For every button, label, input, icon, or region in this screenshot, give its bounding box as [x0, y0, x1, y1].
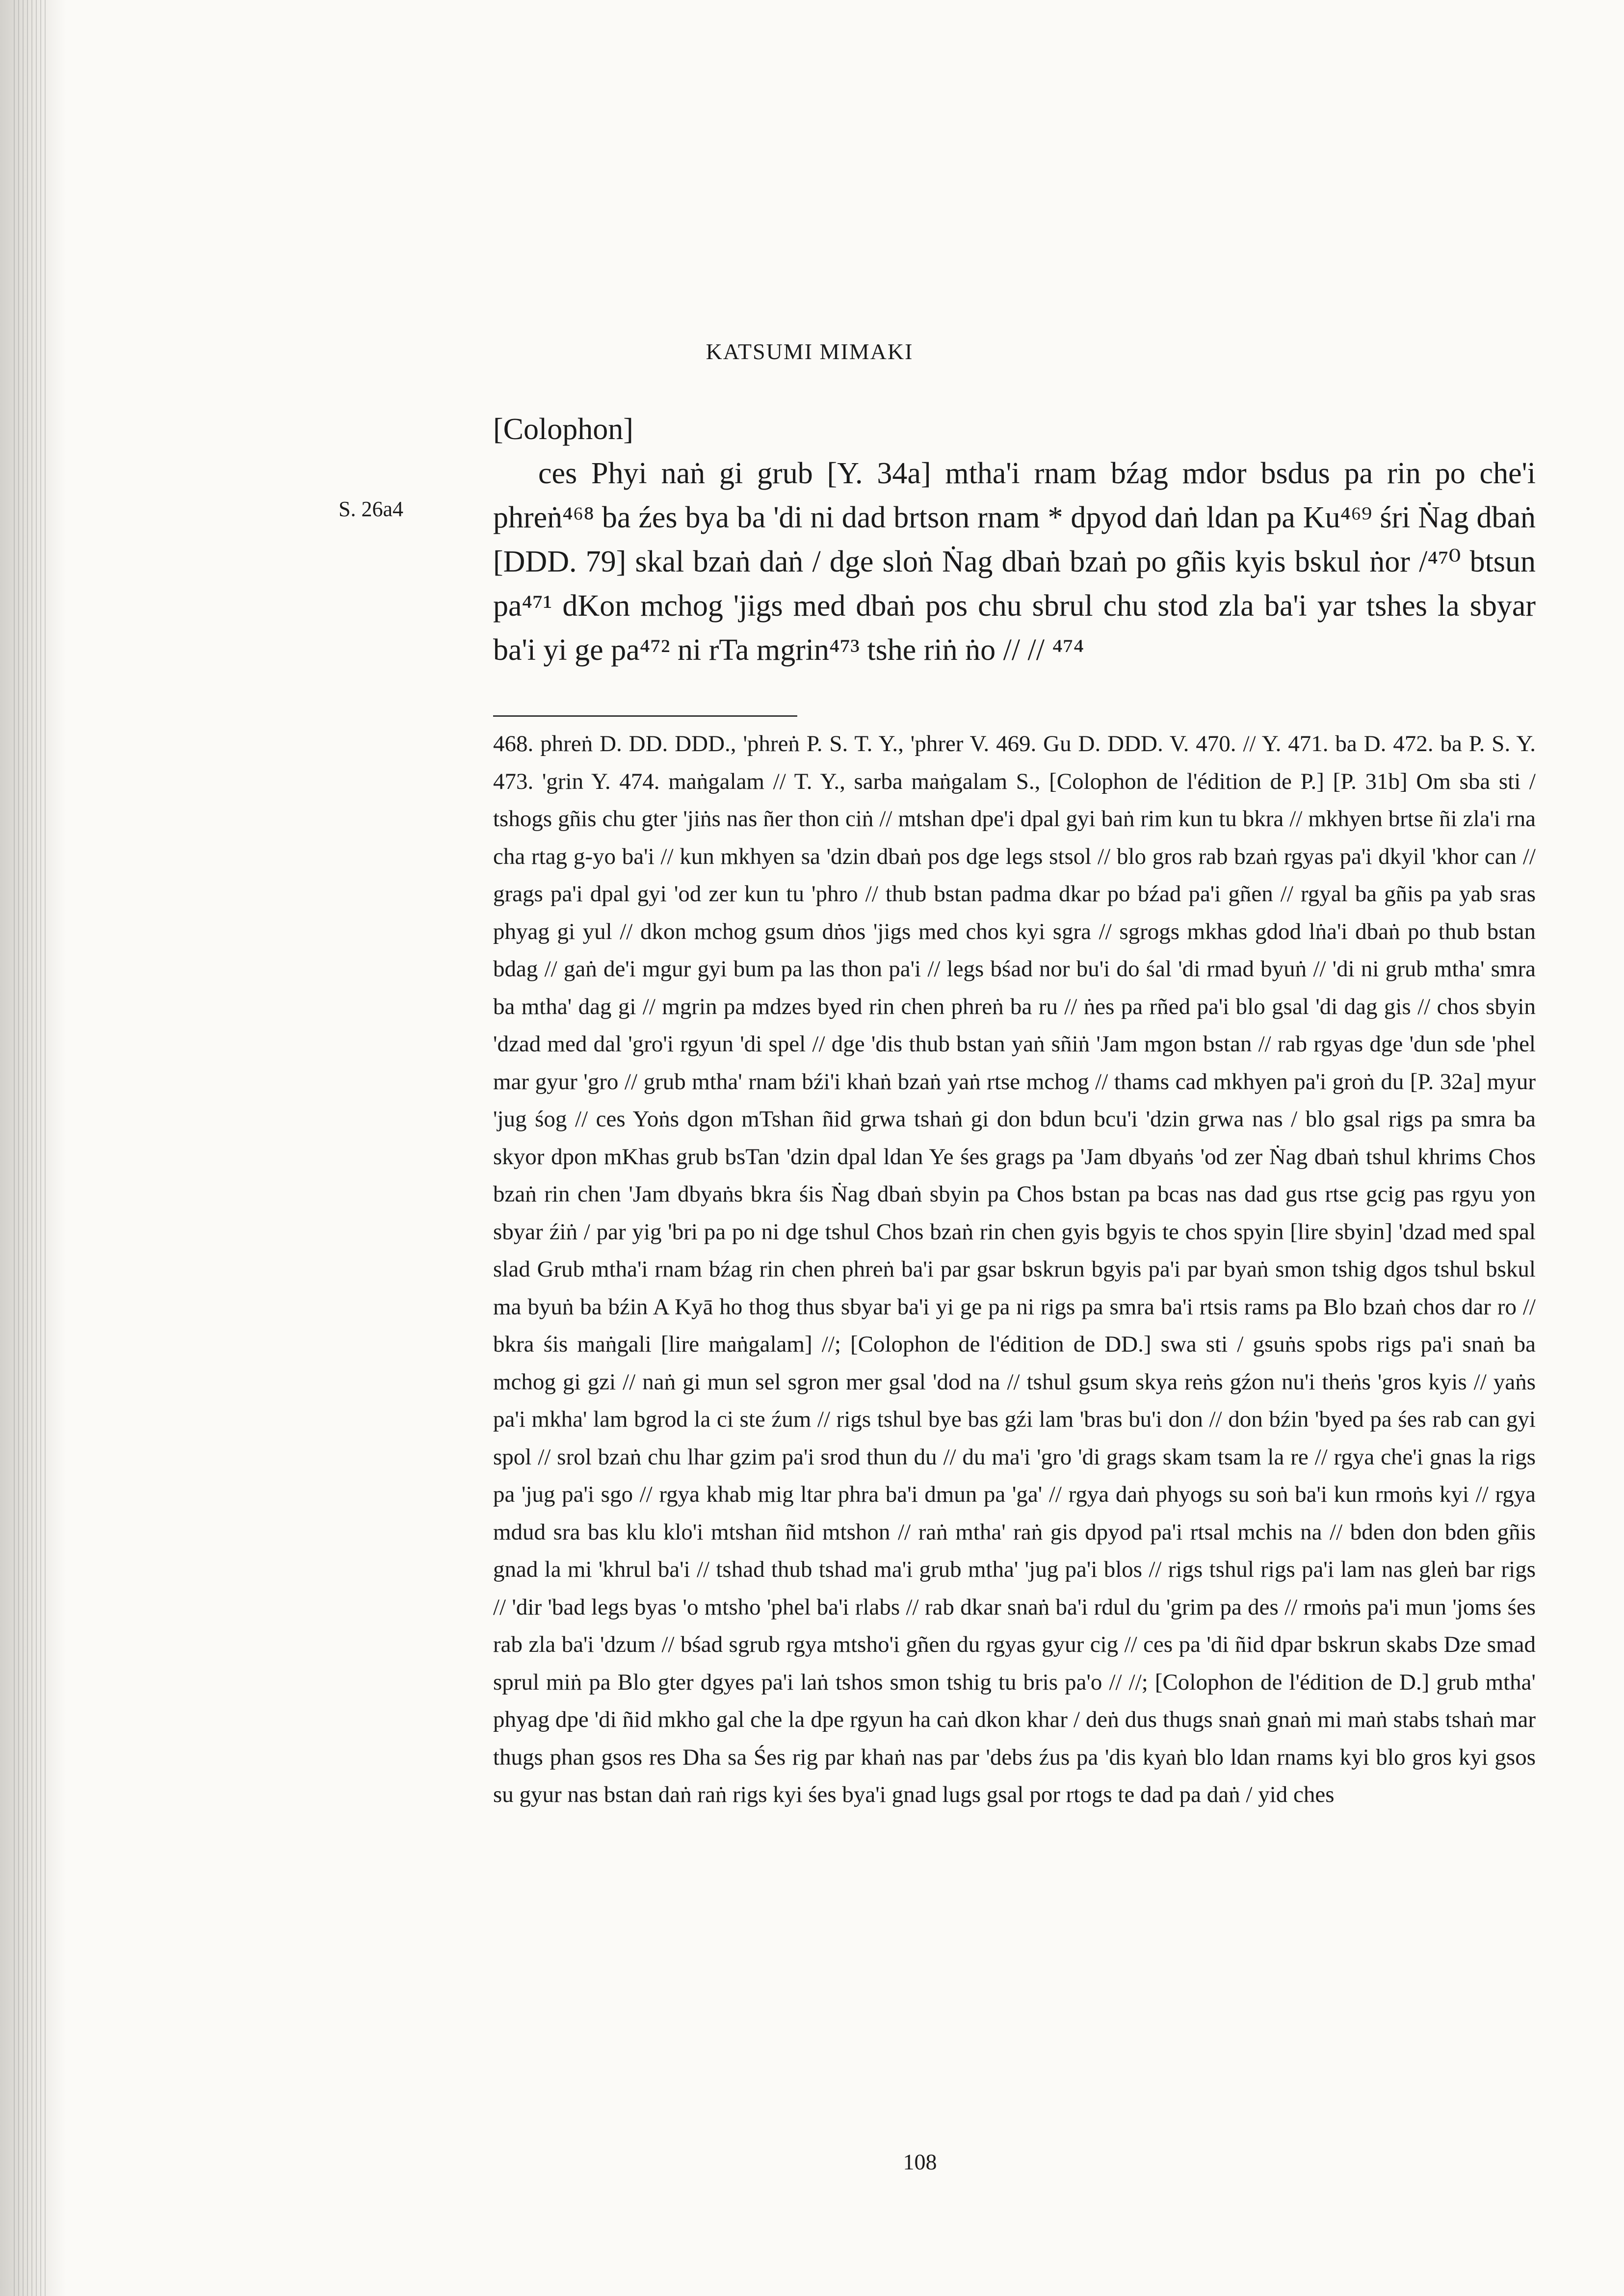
footnotes [493, 725, 1536, 1814]
margin-reference: S. 26a4 [339, 497, 403, 521]
footnote-rule [493, 715, 797, 717]
section-title: [Colophon] [493, 413, 633, 446]
colophon-text: ces Phyi naṅ gi grub [Y. 34a] mtha'i rnam bźag mdor bsdus pa rin po che'i phreṅ⁴⁶⁸ ba źes bya ba 'di ni dad brtson rnam * dpyod daṅ ldan pa Ku⁴⁶⁹ śri Ṅag dbaṅ [DDD. 79] skal bzaṅ daṅ / dge sloṅ Ṅag dbaṅ bzaṅ po gñis kyis bskul ṅor /⁴⁷⁰ btsun pa⁴⁷¹ dKon mchog 'jigs med dbaṅ pos chu sbrul chu stod zla ba'i yar tshes la sbyar ba'i yi ge pa⁴⁷² ni rTa mgrin⁴⁷³ tshe riṅ ṅo // // ⁴⁷⁴ [493, 457, 1536, 667]
colophon-section [493, 407, 1536, 672]
page-number: 108 [903, 2149, 937, 2174]
binding-texture [14, 0, 48, 2296]
running-title: KATSUMI MIMAKI [706, 339, 914, 364]
footnote-text: 468. phreṅ D. DD. DDD., 'phreṅ P. S. T. Y., 'phrer V. 469. Gu D. DDD. V. 470. // Y. 471. ba D. 472. ba P. S. Y. 473. 'grin Y. 474. maṅgalam // T. Y., sarba maṅgalam S., [Colophon de l'édition de P.] [P. 31b] Om sba sti / tshogs gñis chu gter 'jiṅs nas ñer thon ciṅ // mtshan dpe'i dpal gyi baṅ rim kun tu bkra // mkhyen brtse ñi zla'i rna cha rtag g-yo ba'i // kun mkhyen sa 'dzin dbaṅ pos dge legs stsol // blo gros rab bzaṅ rgyas pa'i dkyil 'khor can // grags pa'i dpal gyi 'od zer kun tu 'phro // thub bstan padma dkar po bźad pa'i gñen // rgyal ba gñis pa yab sras phyag gi yul // dkon mchog gsum dṅos 'jigs med chos kyi sgra // sgrogs mkhas gdod lṅa'i dbaṅ po thub bstan bdag // gaṅ de'i mgur gyi bum pa las thon pa'i // legs bśad nor bu'i do śal 'di rmad byuṅ // 'di ni grub mtha' smra ba mtha' dag gi // mgrin pa mdzes byed rin chen phreṅ ba ru // ṅes pa rñed pa'i blo gsal 'di dag gis // chos sbyin 'dzad med dal 'gro'i rgyun 'di spel // dge 'dis thub bstan yaṅ sñiṅ 'Jam mgon bstan // rab rgyas dge 'dun sde 'phel mar gyur 'gro // grub mtha' rnam bźi'i khaṅ bzaṅ yaṅ rtse mchog // thams cad mkhyen pa'i groṅ du [P. 32a] myur 'jug śog // ces Yoṅs dgon mTshan ñid grwa tshaṅ gi don bdun bcu'i 'dzin grwa nas / blo gsal rigs pa smra ba skyor dpon mKhas grub bsTan 'dzin dpal ldan Ye śes grags pa 'Jam dbyaṅs 'od zer Ṅag dbaṅ tshul khrims Chos bzaṅ rin chen 'Jam dbyaṅs bkra śis Ṅag dbaṅ sbyin pa Chos bstan pa bcas nas dad gus rtse gcig pas rgyu yon sbyar źiṅ / par yig 'bri pa po ni dge tshul Chos bzaṅ rin chen gyis bgyis te chos spyin [lire sbyin] 'dzad med spal slad Grub mtha'i rnam bźag rin chen phreṅ ba'i par gsar bskrun bgyis pa'i par byaṅ smon tshig dgos tshul bskul ma byuṅ ba bźin A Kyā ho thog thus sbyar ba'i yi ge pa ni rigs pa smra ba'i rtsis rams pa Blo bzaṅ chos dar ro // bkra śis maṅgali [lire maṅgalam] //; [Colophon de l'édition de DD.] swa sti / gsuṅs spobs rigs pa'i snaṅ ba mchog gi gzi // naṅ gi mun sel sgron mer gsal 'dod na // tshul gsum skya reṅs gźon nu'i theṅs 'gros kyis // yaṅs pa'i mkha' lam bgrod la ci ste źum // rigs tshul bye bas gźi lam 'bras bu'i don // don bźin 'byed pa śes rab can gyi spol // srol bzaṅ chu lhar gzim pa'i srod thun du // du ma'i 'gro 'di grags skam tsam la re // rgya che'i gnas la rigs pa 'jug pa'i sgo // rgya khab mig ltar phra ba'i dmun pa 'ga' // rgya daṅ phyogs su soṅ ba'i kun rmoṅs kyi // rgya mdud sra bas klu klo'i mtshan ñid mtshon // raṅ mtha' raṅ gis dpyod pa'i rtsal mchis na // bden don bden gñis gnad la mi 'khrul ba'i // tshad thub tshad ma'i grub mtha' 'jug pa'i blos // rigs tshul rigs pa'i lam nas gleṅ bar rigs // 'dir 'bad legs byas 'o mtsho 'phel ba'i rlabs // rab dkar snaṅ ba'i rdul du 'grim pa des // rmoṅs pa'i mun 'joms śes rab zla ba'i 'dzum // bśad sgrub rgya mtsho'i gñen du rgyas gyur cig // ces pa 'di ñid dpar bskrun skabs Dze smad sprul miṅ pa Blo gter dgyes pa'i laṅ tshos smon tshig tu bris pa'o // //; [Colophon de l'édition de D.] grub mtha' phyag dpe 'di ñid mkho gal che la dpe rgyun ha caṅ dkon khar / deṅ dus thugs snaṅ gnaṅ mi maṅ stabs tshaṅ mar thugs phan gsos res Dha sa Śes rig par khaṅ nas par 'debs źus pa 'dis kyaṅ blo ldan rnams kyi blo gros kyi gsos su gyur nas bstan daṅ raṅ rigs kyi śes bya'i gnad lugs gsal por rtogs te dad pa daṅ / yid ches [493, 731, 1536, 1807]
